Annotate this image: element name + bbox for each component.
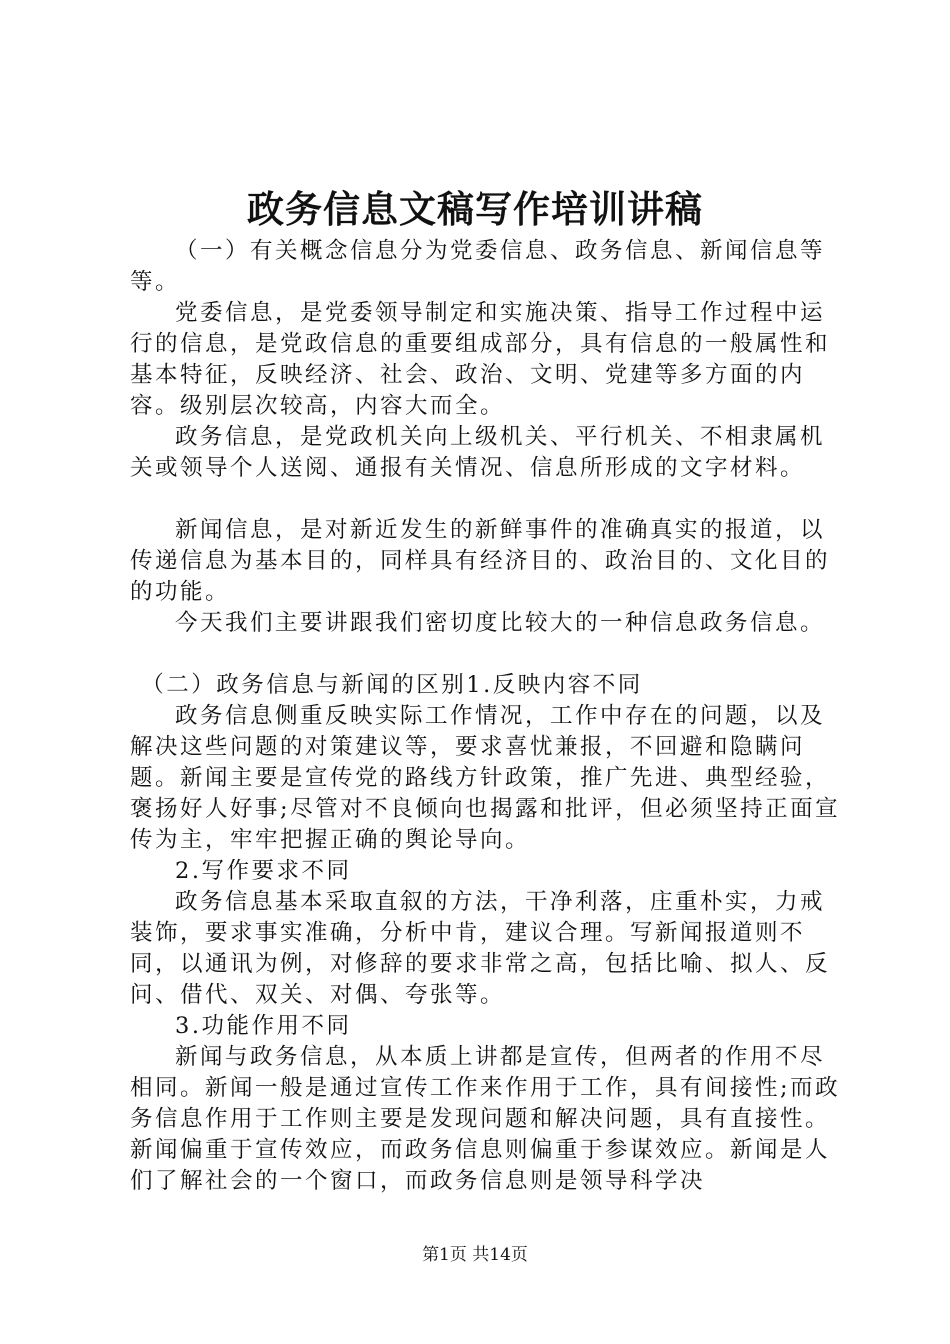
section-heading-differences: （二）政务信息与新闻的区别1.反映内容不同	[141, 672, 643, 698]
subheading-function-difference: 3.功能作用不同	[175, 1013, 352, 1039]
paragraph-writing-requirements: 政务信息基本采取直叙的方法，干净利落，庄重朴实，力戒装饰，要求事实准确，分析中肯，建议合理。写新闻报道则不同，以通讯为例，对修辞的要求非常之高，包括比喻、拟人、反问、借代、双关、对偶、夸张等。	[130, 889, 831, 1008]
paragraph-government-info: 政务信息，是党政机关向上级机关、平行机关、不相隶属机关或领导个人送阅、通报有关情况、信息所形成的文字材料。	[130, 424, 826, 481]
page-number-footer: 第1页 共14页	[422, 1245, 528, 1265]
paragraph-content-difference: 政务信息侧重反映实际工作情况，工作中存在的问题，以及解决这些问题的对策建议等，要求喜忧兼报，不回避和隐瞒问题。新闻主要是宣传党的路线方针政策，推广先进、典型经验，褒扬好人好事;尽管对不良倾向也揭露和批评，但必须坚持正面宣传为主，牢牢把握正确的舆论导向。	[130, 703, 841, 853]
paragraph-function-difference: 新闻与政务信息，从本质上讲都是宣传，但两者的作用不尽相同。新闻一般是通过宣传工作来作用于工作，具有间接性;而政务信息作用于工作则主要是发现问题和解决问题，具有直接性。新闻偏重于宣传效应，而政务信息则偏重于参谋效应。新闻是人们了解社会的一个窗口，而政务信息则是领导科学决	[130, 1044, 841, 1194]
document-body	[130, 236, 842, 1197]
paragraph-news-info: 新闻信息，是对新近发生的新鲜事件的准确真实的报道，以传递信息为基本目的，同样具有经济目的、政治目的、文化目的的功能。	[130, 517, 831, 605]
paragraph-today-topic: 今天我们主要讲跟我们密切度比较大的一种信息政务信息。	[175, 610, 826, 636]
paragraph-concepts-intro: （一）有关概念信息分为党委信息、政务信息、新闻信息等等。	[130, 238, 826, 295]
subheading-writing-requirements: 2.写作要求不同	[175, 858, 352, 884]
paragraph-party-info: 党委信息，是党委领导制定和实施决策、指导工作过程中运行的信息，是党政信息的重要组成部分，具有信息的一般属性和基本特征，反映经济、社会、政治、文明、党建等多方面的内容。级别层次较高，内容大而全。	[130, 300, 831, 419]
document-title: 政务信息文稿写作培训讲稿	[247, 187, 703, 231]
